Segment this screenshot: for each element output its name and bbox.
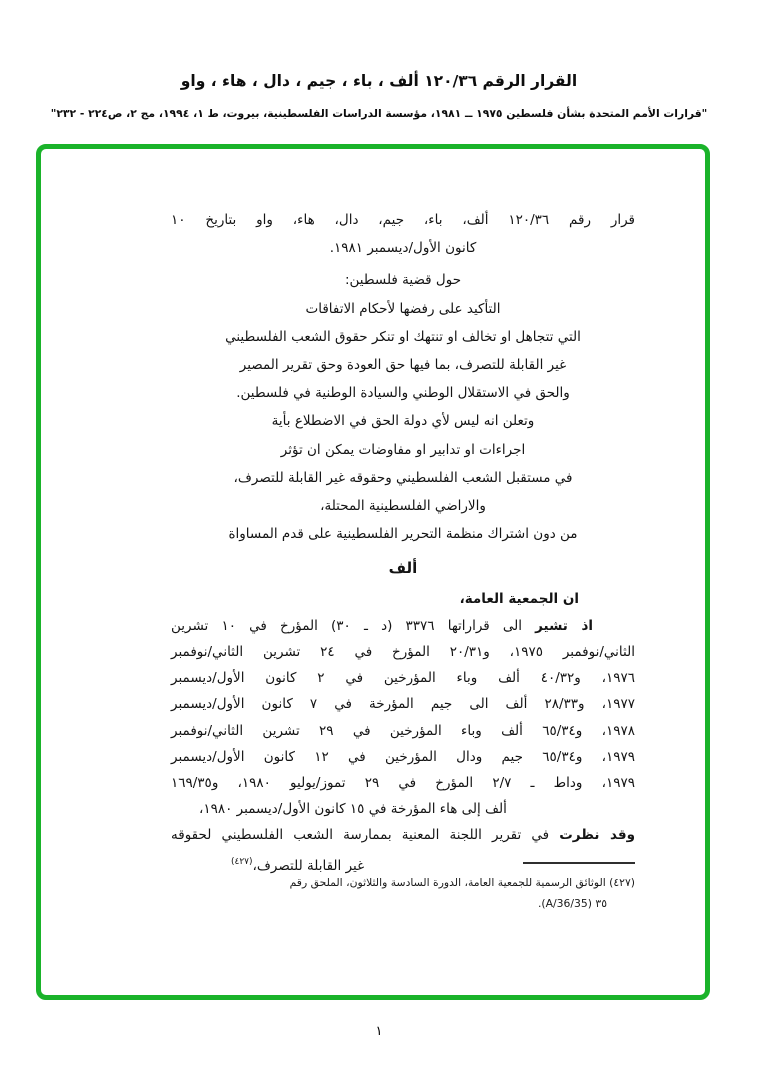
recital-line: الثاني/نوفمبر ١٩٧٥، و٢٠/٣١ المؤرخ في ٢٤ تشرين الثاني/نوفمبر <box>171 644 635 661</box>
stanza-line: وتعلن انه ليس لأي دولة الحق في الاضطلاع بأية <box>271 413 535 430</box>
resolution-highlight-box <box>36 144 710 1000</box>
stanza-line: والاراضي الفلسطينية المحتلة، <box>320 498 486 515</box>
stanza-line: حول قضية فلسطين: <box>344 272 462 289</box>
recital-line: ١٩٧٦، و٤٠/٣٢ ألف وباء المؤرخين في ٢ كانون الأول/ديسمبر <box>171 670 635 687</box>
stanza-line: والحق في الاستقلال الوطني والسيادة الوطنية في فلسطين. <box>236 385 570 402</box>
recital-line: ١٩٧٩، و٦٥/٣٤ جيم ودال المؤرخين في ١٢ كانون الأول/ديسمبر <box>171 748 636 765</box>
stanza-line: من دون اشتراك منظمة التحرير الفلسطينية على قدم المساواة <box>228 526 578 543</box>
footnote-line-1: (٤٢٧) الوثائق الرسمية للجمعية العامة، الدورة السادسة والثلاثون، الملحق رقم <box>289 876 635 889</box>
stanza-line: التي تتجاهل او تخالف او تنتهك او تنكر حقوق الشعب الفلسطيني <box>225 328 581 345</box>
stanza-line: غير القابلة للتصرف، بما فيها حق العودة وحق تقرير المصير <box>239 357 567 374</box>
considered-line-1: وقد نظرت في تقرير اللجنة المعنية بممارسة الشعب الفلسطيني لحقوقه <box>171 827 635 844</box>
recital-last-line: ألف إلى هاء المؤرخة في ١٥ كانون الأول/ديسمبر ١٩٨٠، <box>199 801 507 818</box>
stanza-block <box>171 266 635 548</box>
header-citation: "قرارات الأمم المتحدة بشأن فلسطين ١٩٧٥ ــ ١٩٨١، مؤسسة الدراسات الفلسطينية، بيروت، ط ١، ١٩٩٤، مج ٢، ص٢٢٤ - ٢٣٢" <box>50 107 708 120</box>
recital-line: ١٩٧٨، و٦٥/٣٤ ألف وباء المؤرخين في ٢٩ تشرين الثاني/نوفمبر <box>171 722 635 739</box>
footnote-ref: (٤٢٧) <box>231 856 253 867</box>
intro-line-1: قرار رقم ١٢٠/٣٦ ألف، باء، جيم، دال، هاء، واو بتاريخ ١٠ <box>171 212 635 228</box>
recital-line: ١٩٧٧، و٢٨/٣٣ ألف الى جيم المؤرخة في ٧ كانون الأول/ديسمبر <box>171 696 636 713</box>
recital-line: ١٩٧٩، وداط ـ ٢/٧ المؤرخ في ٢٩ تموز/يوليو ١٩٨٠، و١٦٩/٣٥ <box>171 775 635 792</box>
footnote-separator <box>523 862 635 864</box>
footnote-block <box>289 862 635 914</box>
recital-line-1: اذ تشير الى قراراتها ٣٣٧٦ (د ـ ٣٠) المؤرخ في ١٠ تشرين <box>171 617 593 634</box>
resolution-text <box>41 149 705 879</box>
stanza-line: التأكيد على رفضها لأحكام الاتفاقات <box>305 300 501 317</box>
considered-line-2: غير القابلة للتصرف،$^{(٤٢٧)}$ <box>231 856 365 874</box>
header-title: القرار الرقم ١٢٠/٣٦ ألف ، باء ، جيم ، دال ، هاء ، واو <box>180 72 578 90</box>
stanza-line: في مستقبل الشعب الفلسطيني وحقوقه غير القابلة للتصرف، <box>233 469 573 486</box>
stanza-line: اجراءات او تدابير او مفاوضات يمكن ان تؤثر <box>280 441 526 458</box>
section-heading-alef: ألف <box>388 559 418 578</box>
intro-line-2: كانون الأول/ديسمبر ١٩٨١. <box>329 240 477 257</box>
footnote-line-2: ٣٥ (A/36/35). <box>537 897 607 910</box>
preamble-line: ان الجمعية العامة، <box>459 590 579 607</box>
page-number: ١ <box>375 1024 383 1039</box>
